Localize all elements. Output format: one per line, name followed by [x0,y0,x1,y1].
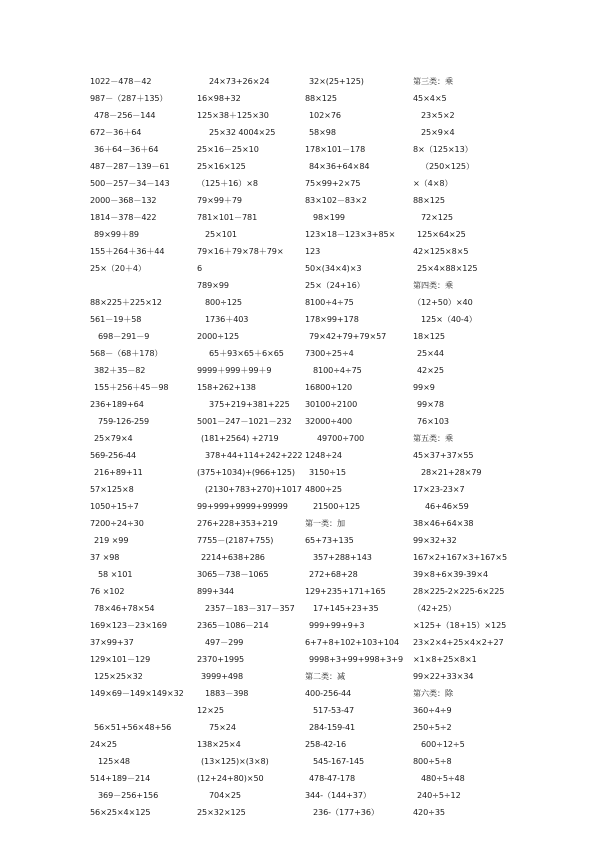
math-expression: 99×22+33×34 [413,671,474,681]
math-expression: 129×101－129 [90,654,151,664]
math-expression: 155＋256＋45－98 [94,382,169,392]
math-expression: （125＋16）×8 [197,178,258,188]
math-expression: 236+189+64 [90,399,144,409]
math-expression: 56×25×4×125 [90,807,151,817]
math-expression: 76 ×102 [90,586,125,596]
math-expression: 568－（68＋178） [90,348,163,358]
math-expression: 236-（177+36） [313,807,379,817]
math-expression: 4800÷25 [305,484,342,494]
math-expression: 39×8+6×39-39×4 [413,569,488,579]
math-expression: 672－36＋64 [90,127,142,137]
math-expression: 8100÷4÷75 [313,365,362,375]
math-expression: 75×24 [209,722,236,732]
math-expression: 375+219+381+225 [209,399,290,409]
math-expression: 3150÷15 [309,467,346,477]
math-expression: 7300÷25÷4 [305,348,354,358]
math-expression: 899+344 [197,586,234,596]
math-expression: 24×73+26×24 [209,76,270,86]
math-expression: 759-126-259 [98,416,150,426]
math-expression: 1736＋403 [205,314,249,324]
math-expression: 23×2×4+25×4×2+27 [413,637,504,647]
math-expression: 1050÷15÷7 [90,501,139,511]
section-heading: 第四类：乘 [413,280,453,290]
math-expression: 25×（20＋4） [90,263,146,273]
math-expression: ×125+（18+15）×125 [413,620,507,630]
math-expression: 378+44+114+242+222 [205,450,303,460]
math-expression: (13×125)×(3×8) [201,756,269,766]
math-expression: 30100÷2100 [305,399,358,409]
math-expression: （42+25） [413,603,456,613]
math-expression: 99×78 [417,399,444,409]
math-expression: 1248÷24 [305,450,342,460]
math-expression: 45×37+37×55 [413,450,474,460]
math-expression: 46+46×59 [425,501,469,511]
math-expression: 125×48 [98,756,130,766]
math-expression: 219 ×99 [94,535,129,545]
math-expression: 1814－378－422 [90,212,157,222]
math-expression: 155＋264＋36＋44 [90,246,165,256]
math-expression: 6+7+8+102+103+104 [305,637,400,647]
math-expression: 125×（40-4） [421,314,477,324]
math-expression: 25×9×4 [421,127,455,137]
math-expression: 478－256－144 [94,110,156,120]
math-expression: 7200÷24÷30 [90,518,144,528]
math-expression: 478-47-178 [309,773,356,783]
math-expression: 72×125 [421,212,453,222]
math-expression: 38×46+64×38 [413,518,474,528]
math-expression: 125×25×32 [94,671,143,681]
math-expression: 25×32 4004×25 [209,127,276,137]
math-expression: 600÷12÷5 [421,739,465,749]
math-expression: 698－291－9 [98,331,150,341]
math-expression: 216+89+11 [94,467,143,477]
math-expression: 276+228+353+219 [197,518,278,528]
math-expression: 56×51+56×48+56 [94,722,172,732]
math-expression: 79×99＋79 [197,195,242,205]
math-expression: 89×99＋89 [94,229,139,239]
math-expression: 250÷5÷2 [413,722,452,732]
math-expression: 25×44 [417,348,444,358]
math-expression: 800÷125 [205,297,242,307]
math-expression: 49700÷700 [317,433,365,443]
section-heading: 第一类：加 [305,518,345,528]
math-expression: 123×18－123×3+85× [305,229,396,239]
math-expression: 125×64×25 [417,229,466,239]
math-expression: 125×38＋125×30 [197,110,269,120]
math-expression: 400-256-44 [305,688,352,698]
column-2 [197,73,315,821]
math-expression: 6 [197,263,203,273]
math-expression: 545-167-145 [313,756,365,766]
math-expression: 8×（125×13） [413,144,473,154]
math-expression: (181+2564) +2719 [201,433,279,443]
math-expression: 357+288+143 [313,552,372,562]
math-expression: 789×99 [197,280,229,290]
math-expression: 32×(25+125) [309,76,364,86]
math-expression: 5001－247－1021－232 [197,416,292,426]
math-expression: 25×101 [205,229,237,239]
math-expression: 987－（287＋135） [90,93,168,103]
math-expression: 382＋35－82 [94,365,146,375]
math-expression: 42×125×8×5 [413,246,469,256]
math-expression: ×1×8+25×8×1 [413,654,477,664]
math-expression: 2370+1995 [197,654,245,664]
math-expression: 58 ×101 [98,569,133,579]
math-expression: 3999+498 [201,671,244,681]
math-expression: 2365－1086－214 [197,620,269,630]
math-expression: 45×4×5 [413,93,447,103]
math-expression: 561－19＋58 [90,314,142,324]
math-expression: （250×125） [421,161,474,171]
math-expression: 272+68+28 [309,569,358,579]
math-expression: 36＋64－36＋64 [94,144,159,154]
math-expression: 76×103 [417,416,449,426]
math-expression: 158+262+138 [197,382,256,392]
math-expression: 123 [305,246,321,256]
math-expression: 129+235+171+165 [305,586,386,596]
math-expression: 28×225-2×225-6×225 [413,586,505,596]
math-expression: 2214+638+286 [201,552,265,562]
math-expression: 178×101－178 [305,144,366,154]
math-expression: 2357－183－317－357 [205,603,295,613]
math-expression: 25×（24+16） [305,280,365,290]
math-expression: 21500÷125 [313,501,361,511]
math-expression: 42×25 [417,365,444,375]
math-expression: 83×102－83×2 [305,195,367,205]
math-expression: 99×32+32 [413,535,457,545]
column-4 [413,73,531,821]
math-expression: 25×16×125 [197,161,246,171]
math-expression: (12+24+80)×50 [197,773,264,783]
section-heading: 第二类：减 [305,671,345,681]
math-expression: 57×125×8 [90,484,134,494]
math-expression: 487－287－139－61 [90,161,170,171]
math-expression: 138×25×4 [197,739,241,749]
math-expression: 16800÷120 [305,382,353,392]
math-expression: 25×32×125 [197,807,246,817]
math-expression: 84×36+64×84 [309,161,370,171]
math-expression: 258-42-16 [305,739,346,749]
math-expression: 99+999+9999+99999 [197,501,288,511]
math-expression: 65+73+135 [305,535,354,545]
math-expression: 497－299 [205,637,244,647]
math-expression: 1022－478－42 [90,76,152,86]
math-expression: 65＋93×65＋6×65 [209,348,284,358]
math-expression: 37 ×98 [90,552,120,562]
math-expression: 999+99+9+3 [309,620,365,630]
math-expression: 25×16－25×10 [197,144,259,154]
math-expression: 25×4×88×125 [417,263,478,273]
math-expression: 88×125 [305,93,337,103]
math-expression: 2000÷125 [197,331,240,341]
math-expression: 58×98 [309,127,336,137]
math-expression: 79×42+79+79×57 [309,331,387,341]
math-expression: 240÷5÷12 [417,790,461,800]
section-heading: 第五类：乘 [413,433,453,443]
math-expression: （12+50）×40 [413,297,473,307]
math-expression: 8100÷4÷75 [305,297,354,307]
math-expression: 102×76 [309,110,341,120]
math-expression: 344-（144+37） [305,790,371,800]
math-expression: 569-256-44 [90,450,137,460]
math-expression: 17+145+23+35 [313,603,379,613]
math-expression: 178×99+178 [305,314,359,324]
math-expression: 514+189－214 [90,773,151,783]
math-expression: ×（4×8） [413,178,453,188]
math-expression: 480÷5÷48 [421,773,465,783]
math-expression: 704×25 [209,790,241,800]
math-expression: 500－257－34－143 [90,178,170,188]
math-expression: 7755－(2187+755) [197,535,274,545]
section-heading: 第六类：除 [413,688,453,698]
math-expression: 88×225＋225×12 [90,297,162,307]
math-expression: 50×(34×4)×3 [305,263,362,273]
math-expression: 18×125 [413,331,445,341]
math-expression: 17×23-23×7 [413,484,465,494]
math-expression: 2000－368－132 [90,195,157,205]
math-expression: 167×2+167×3+167×5 [413,552,508,562]
math-expression: 88×125 [413,195,445,205]
math-expression: 800÷5÷8 [413,756,452,766]
math-expression [90,277,208,294]
math-expression: 25×79×4 [94,433,133,443]
math-expression: 12×25 [197,705,224,715]
math-expression: 369－256+156 [98,790,159,800]
math-expression: 79×16＋79×78＋79× [197,246,284,256]
math-expression: 420÷35 [413,807,445,817]
math-expression: 149×69－149×149×32 [90,688,184,698]
math-expression: 1883－398 [205,688,249,698]
math-expression: 9998+3+99+998+3+9 [309,654,404,664]
math-expression: 32000÷400 [305,416,353,426]
math-expression: (375+1034)+(966+125) [197,467,295,477]
math-expression: 169×123－23×169 [90,620,167,630]
math-expression: 37×99+37 [90,637,134,647]
column-3 [305,73,423,821]
math-expression: 9999＋999＋99＋9 [197,365,272,375]
math-expression: 16×98+32 [197,93,241,103]
section-heading: 第三类：乘 [413,76,453,86]
math-expression: 78×46+78×54 [94,603,155,613]
math-expression: 284-159-41 [309,722,356,732]
math-expression: 24×25 [90,739,117,749]
math-expression: 98×199 [313,212,345,222]
math-expression: 99×9 [413,382,435,392]
math-expression: 517-53-47 [313,705,354,715]
column-1 [90,73,208,821]
math-expression: (2130+783+270)+1017 [205,484,302,494]
math-expression: 360÷4÷9 [413,705,452,715]
math-expression: 28×21+28×79 [421,467,482,477]
math-expression: 75×99+2×75 [305,178,361,188]
math-expression: 23×5×2 [421,110,455,120]
math-expression: 3065－738－1065 [197,569,269,579]
math-expression [90,702,208,719]
math-expression: 781×101－781 [197,212,258,222]
